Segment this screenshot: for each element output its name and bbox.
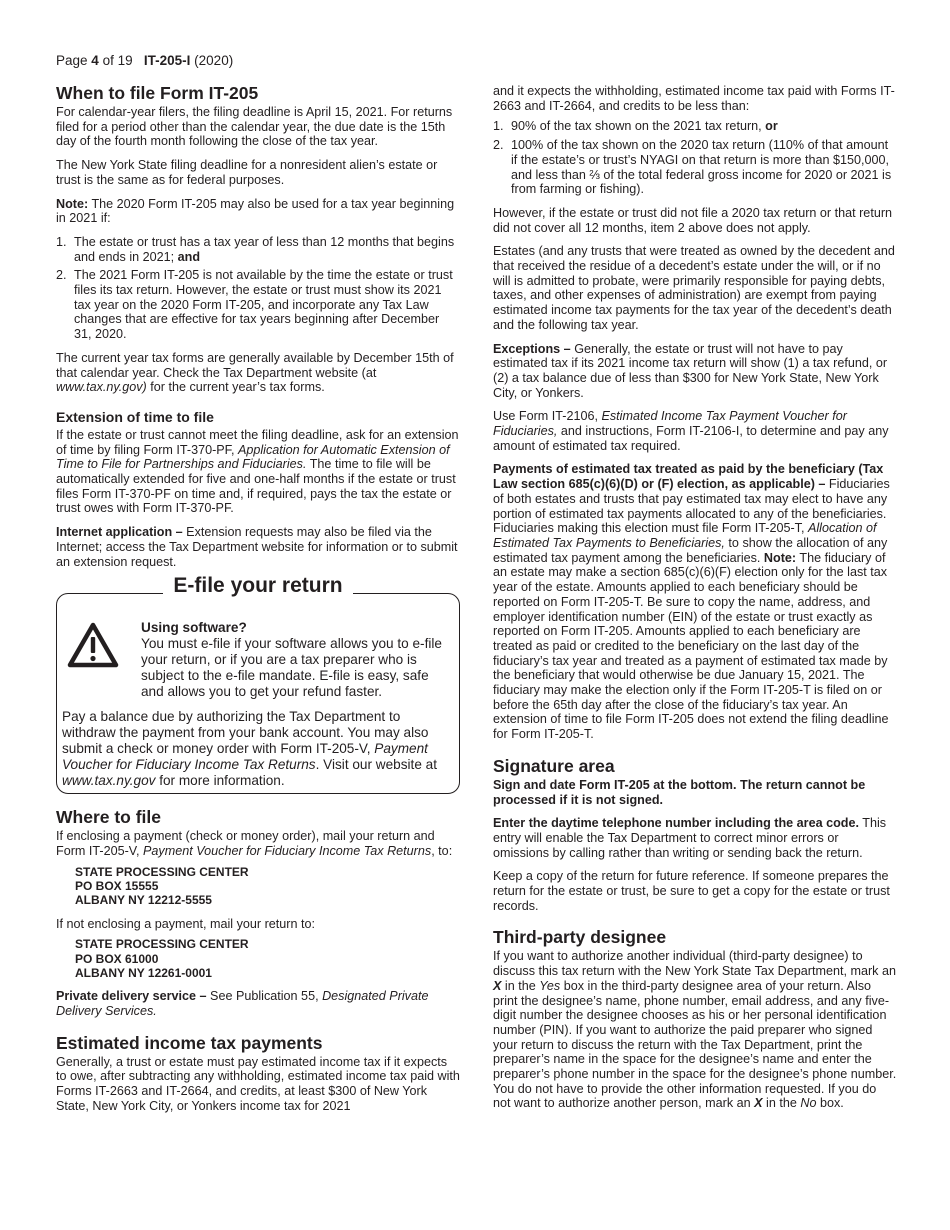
estimated-p3: Estates (and any trusts that were treated as owned by the decedent and that received the residue of a decedent’s estate under the will, or if no will is admitted to probate, were primarily responsible for paying debts, taxes, and other expenses of administration) are exempt from paying estimated income tax payments for the tax year of the decedent’s death and the following tax year. [493, 244, 895, 332]
no-payment-address [75, 937, 460, 980]
where-text-end: , to: [431, 843, 453, 858]
beneficiary-text-mid: to show the allocation of any estimated tax payment among the beneficiaries. [493, 535, 888, 565]
ext-form-title: Application for Automatic Extension of Time to File for Partnerships and Fiduciaries. [56, 442, 450, 472]
where-form-title: Payment Voucher for Fiduciary Income Tax Returns [143, 843, 432, 858]
list-item [493, 138, 897, 197]
extension-p1 [56, 428, 460, 516]
exceptions-label: Exceptions – [493, 341, 571, 356]
beneficiary-form-title: Allocation of Estimated Tax Payments to Beneficiaries, [493, 521, 877, 550]
warning-icon [62, 620, 141, 672]
private-delivery [56, 989, 460, 1018]
third-party-heading: Third-party designee [493, 927, 667, 948]
when-to-file-p1: For calendar-year filers, the filing deadline is April 15, 2021. For returns filed for a period other than the calendar year, the due date is the 15th day of the fourth month following the close of the tax year. [56, 105, 453, 149]
address-line: ALBANY NY 12212-5555 [75, 893, 212, 908]
signature-p1: Sign and date Form IT-205 at the bottom. The return cannot be processed if it is not signed. [493, 777, 866, 807]
address-line: STATE PROCESSING CENTER [75, 864, 249, 879]
efile-pay-text [62, 709, 454, 789]
page-label: Page [56, 53, 88, 68]
page-count: of 19 [102, 53, 133, 68]
p3-text-end: for the current year’s tax forms. [146, 380, 325, 395]
exceptions [493, 342, 897, 401]
page-number: 4 [91, 53, 99, 68]
list-item [493, 119, 897, 134]
list-number: 1. [56, 234, 67, 249]
list-number: 2. [493, 138, 504, 153]
efile-website-link[interactable]: www.tax.ny.gov [62, 773, 156, 789]
when-to-file-p3 [56, 351, 460, 395]
list-item [56, 235, 460, 264]
tp-text: in the [762, 1096, 801, 1111]
efile-box [56, 574, 460, 794]
estimated-p1-continued: and it expects the withholding, estimated income tax paid with Forms IT-2663 and IT-2664, and credits to be less than: [493, 84, 895, 113]
phone-text: This entry will enable the Tax Department to correct minor errors or omissions by calling rather than writing or sending back the return. [493, 816, 887, 860]
use-form-it-2106 [493, 409, 897, 453]
list-item [56, 268, 460, 342]
beneficiary-note-label: Note: [763, 550, 797, 565]
beneficiary-text-end: The fiduciary of an estate may make a section 685(c)(6)(F) election only for the last tax year of the estate. Amounts applied to each beneficiary should be reported on Form IT-205-T. Be sure to copy the name, address, and employer identification number (EIN) of the estate or trust exactly as reported on Form IT-205. Amounts applied to each beneficiary are treated as paid or credited to the beneficiary on the last day of the fiduciary’s tax year and treated as a payment of estimated tax made by the beneficiary that would otherwise be due January 15, 2021. The fiduciary may make the election only if the Form IT-205-T is filed on or before the 65th day after the close of the fiduciary’s tax year. An extension of time to file Form IT-205 does not extend the filing deadline for Form IT-205-T. [493, 550, 889, 742]
private-label: Private delivery service – [56, 989, 207, 1004]
tax-website-link[interactable]: www.tax.ny.gov) [56, 380, 147, 395]
list-number: 2. [56, 268, 67, 283]
pay-form-title: Payment Voucher for Fiduciary Income Tax Returns [62, 741, 428, 773]
private-pub-title: Designated Private Delivery Services. [56, 989, 429, 1018]
beneficiary-payments [493, 462, 897, 741]
tp-text: in the [501, 978, 540, 993]
software-text-block [141, 620, 454, 700]
estimated-p1: Generally, a trust or estate must pay estimated income tax if it expects to owe, after subtracting any withholding, estimated income tax paid with Forms IT-2663 and IT-2664, and credits, at least $300 of New York State, New York City, or Yonkers income tax for 2021 [56, 1054, 460, 1113]
exceptions-text: Generally, the estate or trust will not have to pay estimated tax if its 2021 income tax return will show (1) a tax refund, or (2) a tax balance due of less than $300 for New York State, New York City, or Yonkers. [493, 341, 888, 400]
use-text: Use Form IT-2106, [493, 409, 602, 424]
pay-text-mid: . Visit our website at [315, 757, 438, 773]
list-text: 90% of the tax shown on the 2021 tax return, [511, 119, 762, 134]
software-text: You must e-file if your software allows you to e-file your return, or if you are a tax preparer who is subject to the e-file mandate. E-file is easy, safe and allows you to get your refund faster. [141, 636, 442, 700]
payment-address [75, 865, 460, 908]
address-line: PO BOX 15555 [75, 878, 159, 893]
list-text: The 2021 Form IT-205 is not available by the time the estate or trust files its tax return. However, the estate or trust must show its 2021 tax year on the 2020 Form IT-205, and incorporate any Tax Law changes that are effective for tax years beginning after December 31, 2020. [74, 268, 453, 342]
note-text: The 2020 Form IT-205 may also be used for a tax year beginning in 2021 if: [56, 196, 455, 226]
ext-text: If the estate or trust cannot meet the filing deadline, ask for an extension of time by filing Form IT-370-PF, [56, 427, 459, 457]
phone-label: Enter the daytime telephone number including the area code. [493, 816, 859, 831]
x-mark: X [493, 978, 502, 993]
form-id: IT-205-I [143, 53, 191, 68]
use-form-title: Estimated Income Tax Payment Voucher for Fiduciaries, [493, 409, 847, 439]
where-to-file-heading: Where to file [56, 807, 162, 828]
ext-text-end: The time to file will be automatically extended for five and one-half months if the estate or trust files Form IT-370-PF on time and, if required, pays the tax the estate or trust owes with Form IT-370-PF. [56, 457, 456, 516]
list-text: The estate or trust has a tax year of less than 12 months that begins and ends in 2021; [74, 234, 455, 264]
form-year: (2020) [194, 53, 234, 68]
where-to-file-p2: If not enclosing a payment, mail your return to: [56, 916, 316, 931]
tp-text-end: box. [816, 1096, 844, 1111]
efile-software-row [62, 620, 454, 700]
yes-box-label: Yes [539, 978, 561, 993]
extension-heading: Extension of time to file [56, 408, 214, 425]
efile-title-text: E-file your return [163, 574, 352, 597]
beneficiary-label: Payments of estimated tax treated as paid by the beneficiary (Tax Law section 685(c)(6)(D) or (F) election, as applicable) – [493, 462, 884, 492]
address-line: STATE PROCESSING CENTER [75, 937, 249, 952]
estimated-heading: Estimated income tax payments [56, 1032, 323, 1053]
use-text-end: and instructions, Form IT-2106-I, to determine and pay any amount of estimated tax required. [493, 424, 889, 453]
software-title: Using software? [141, 620, 247, 636]
where-to-file-p1 [56, 829, 460, 858]
when-to-file-note [56, 197, 460, 226]
internet-application [56, 525, 460, 569]
list-text: 100% of the tax shown on the 2020 tax return (110% of that amount if the estate’s or trust’s NYAGI on that return is more than $150,000, and less than ⅔ of the total federal gross income for 2020 or 2021 is from farming or fishing). [511, 138, 892, 197]
estimated-p2: However, if the estate or trust did not file a 2020 tax return or that return did not cover all 12 months, item 2 above does not apply. [493, 205, 893, 235]
p3-text: The current year tax forms are generally available by December 15th of that calendar year. Check the Tax Department website (at [56, 350, 454, 380]
signature-p2 [493, 816, 897, 860]
list-bold: and [174, 249, 201, 264]
tp-text: box in the third-party designee area of your return. Also print the designee’s name, phone number, email address, and any five-digit number the designee chooses as his or her personal identification number (PIN). If you want to authorize the paid preparer who signed your return to discuss the return with the Tax Department, print the preparer’s name in the space for the designee’s name and enter the preparer’s phone number in the space for the designee’s phone number. You do not have to provide the other information requested. If you do not want to authorize another person, mark an [493, 978, 897, 1111]
third-party-p1 [493, 949, 897, 1111]
tp-text: If you want to authorize another individual (third-party designee) to discuss this tax return with the New York State Tax Department, mark an [493, 949, 896, 979]
page-header [56, 53, 233, 68]
pay-text-end: for more information. [155, 773, 285, 789]
estimated-list [493, 119, 897, 197]
internet-label: Internet application – [56, 525, 183, 540]
efile-title [57, 574, 459, 598]
beneficiary-text: Fiduciaries of both estates and trusts that pay estimated tax may elect to have any portion of estimated tax payments allocated to any of the beneficiaries. Fiduciaries making this election must file Form IT-205-T, [493, 477, 890, 536]
signature-p3: Keep a copy of the return for future reference. If someone prepares the return for the estate or trust, be sure to get a copy for the estate or trust records. [493, 869, 890, 913]
list-bold: or [761, 119, 778, 134]
address-line: ALBANY NY 12261-0001 [75, 965, 212, 980]
private-text: See Publication 55, [206, 989, 323, 1004]
note-label: Note: [56, 196, 89, 211]
pay-text: Pay a balance due by authorizing the Tax Department to withdraw the payment from your bank account. You may also submit a check or money order with Form IT-205-V, [62, 709, 429, 757]
when-to-file-heading: When to file Form IT-205 [56, 83, 259, 103]
internet-text: Extension requests may also be filed via the Internet; access the Tax Department website for information or to submit an extension request. [56, 525, 458, 569]
right-column [493, 84, 897, 1120]
signature-heading: Signature area [493, 755, 615, 776]
x-mark: X [754, 1096, 763, 1111]
when-to-file-list [56, 235, 460, 342]
left-column [56, 83, 460, 1122]
no-box-label: No [800, 1096, 817, 1111]
where-text: If enclosing a payment (check or money order), mail your return and Form IT-205-V, [56, 829, 435, 858]
when-to-file-p2: The New York State filing deadline for a nonresident alien’s estate or trust is the same as for federal purposes. [56, 158, 438, 187]
address-line: PO BOX 61000 [75, 951, 159, 966]
list-number: 1. [493, 119, 504, 134]
